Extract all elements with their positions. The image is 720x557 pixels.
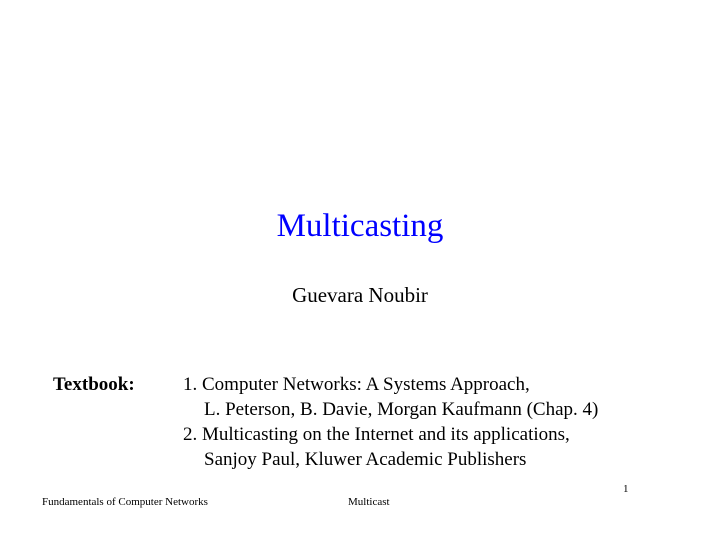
textbook-label: Textbook:	[53, 374, 135, 395]
footer-topic: Multicast	[348, 496, 390, 508]
textbook-references	[183, 372, 598, 472]
author-name: Guevara Noubir	[292, 283, 428, 307]
reference-line: L. Peterson, B. Davie, Morgan Kaufmann (Chap. 4)	[204, 399, 599, 420]
slide-title: Multicasting	[276, 208, 444, 244]
reference-line: 1. Computer Networks: A Systems Approach,	[183, 374, 530, 395]
page-number: 1	[623, 483, 629, 495]
reference-line: Sanjoy Paul, Kluwer Academic Publishers	[204, 449, 527, 470]
footer-course-name: Fundamentals of Computer Networks	[42, 496, 208, 508]
reference-line: 2. Multicasting on the Internet and its applications,	[183, 424, 570, 445]
